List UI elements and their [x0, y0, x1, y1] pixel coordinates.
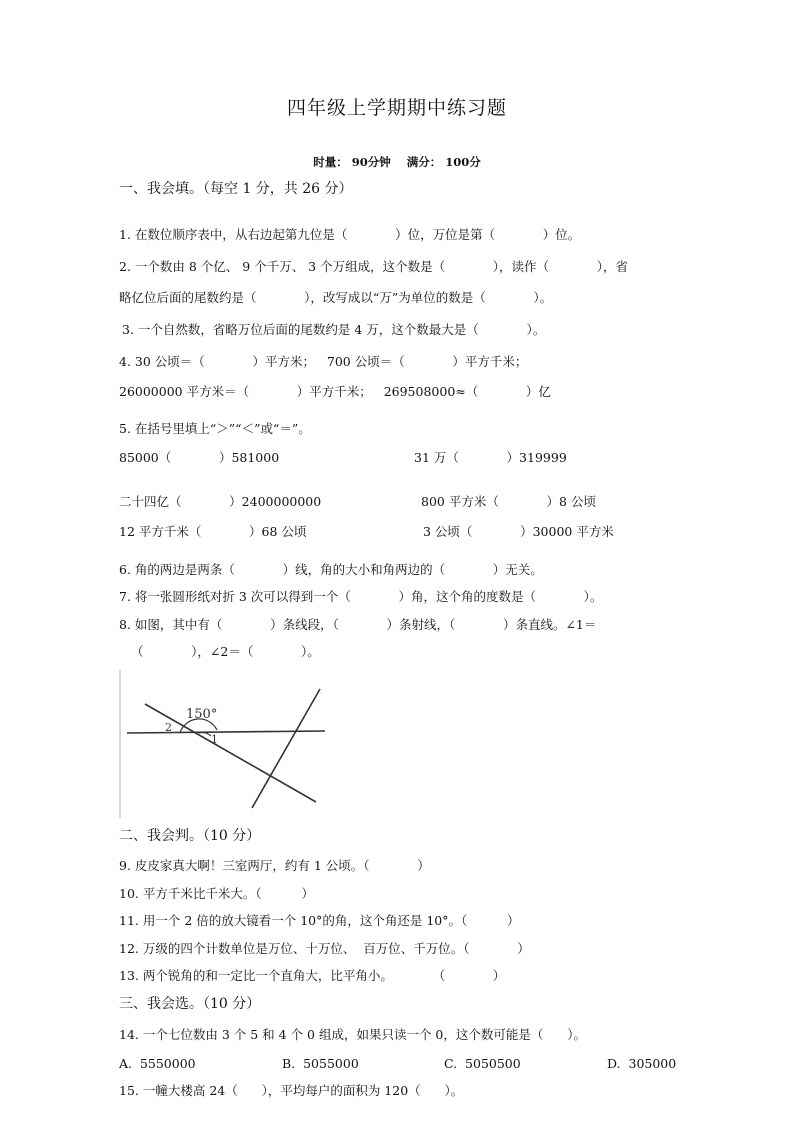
section-1-heading: 一、我会填。（每空 1 分，共 26 分） [119, 181, 353, 197]
exam-meta: 时量： 90分钟 满分： 100分 [313, 155, 481, 169]
question-11: 11. 用一个 2 倍的放大镜看一个 10°的角，这个角还是 10°。（ ） [119, 913, 520, 928]
option-b: B. 5055000 [282, 1056, 359, 1071]
compare-item: 800 平方米（ ）8 公顷 [421, 494, 596, 509]
question-13: 13. 两个锐角的和一定比一个直角大，比平角小。 （ ） [119, 968, 506, 983]
option-d: D. 305000 [607, 1056, 677, 1071]
question-2-line-1: 2. 一个数由 8 个亿、 9 个千万、 3 个万组成，这个数是（ ），读作（ ），省 [119, 259, 628, 274]
angle-label-1: 1 [211, 733, 218, 746]
question-10: 10. 平方千米比千米大。（ ） [119, 886, 314, 901]
compare-item: 85000（ ）581000 [119, 450, 280, 465]
line-steep [252, 689, 320, 808]
question-2-line-2: 略亿位后面的尾数约是（ ），改写成以“万”为单位的数是（ ）。 [119, 290, 553, 305]
compare-item: 3 公顷（ ）30000 平方米 [423, 524, 614, 539]
question-9: 9. 皮皮家真大啊！三室两厅，约有 1 公顷。（ ） [119, 858, 430, 873]
option-c: C. 5050500 [444, 1056, 521, 1071]
angle-label-150: 150° [186, 707, 218, 722]
question-4-line-1: 4. 30 公顷＝（ ）平方米； 700 公顷＝（ ）平方千米； [119, 354, 528, 369]
question-1: 1. 在数位顺序表中，从右边起第九位是（ ）位，万位是第（ ）位。 [119, 227, 581, 242]
compare-item: 31 万（ ）319999 [414, 450, 567, 465]
angle-label-2: 2 [165, 721, 172, 734]
question-15: 15. 一幢大楼高 24（ ），平均每户的面积为 120（ ）。 [119, 1083, 464, 1098]
question-4-line-2: 26000000 平方米＝（ ）平方千米； 269508000≈（ ）亿 [119, 384, 551, 399]
compare-item: 12 平方千米（ ）68 公顷 [119, 524, 307, 539]
question-5: 5. 在括号里填上“＞”“＜”或“＝”。 [119, 421, 311, 436]
question-8-line-1: 8. 如图，其中有（ ）条线段，（ ）条射线，（ ）条直线。∠1＝ [119, 617, 597, 632]
question-8-line-2: （ ），∠2＝（ ）。 [131, 644, 320, 659]
question-14: 14. 一个七位数由 3 个 5 和 4 个 0 组成，如果只读一个 0，这个数可能是（ ）。 [119, 1027, 586, 1042]
angle-figure [119, 670, 331, 818]
page-title: 四年级上学期期中练习题 [286, 97, 507, 119]
question-3: 3. 一个自然数，省略万位后面的尾数约是 4 万，这个数最大是（ ）。 [122, 322, 546, 337]
section-3-heading: 三、我会选。（10 分） [119, 996, 261, 1012]
line-diagonal [145, 704, 316, 802]
question-7: 7. 将一张圆形纸对折 3 次可以得到一个（ ）角，这个角的度数是（ ）。 [119, 589, 603, 604]
question-6: 6. 角的两边是两条（ ）线，角的大小和角两边的（ ）无关。 [119, 562, 543, 577]
section-2-heading: 二、我会判。（10 分） [119, 828, 261, 844]
option-a: A. 5550000 [119, 1056, 196, 1071]
question-12: 12. 万级的四个计数单位是万位、十万位、 百万位、千万位。（ ） [119, 941, 530, 956]
compare-item: 二十四亿（ ）2400000000 [119, 494, 322, 509]
